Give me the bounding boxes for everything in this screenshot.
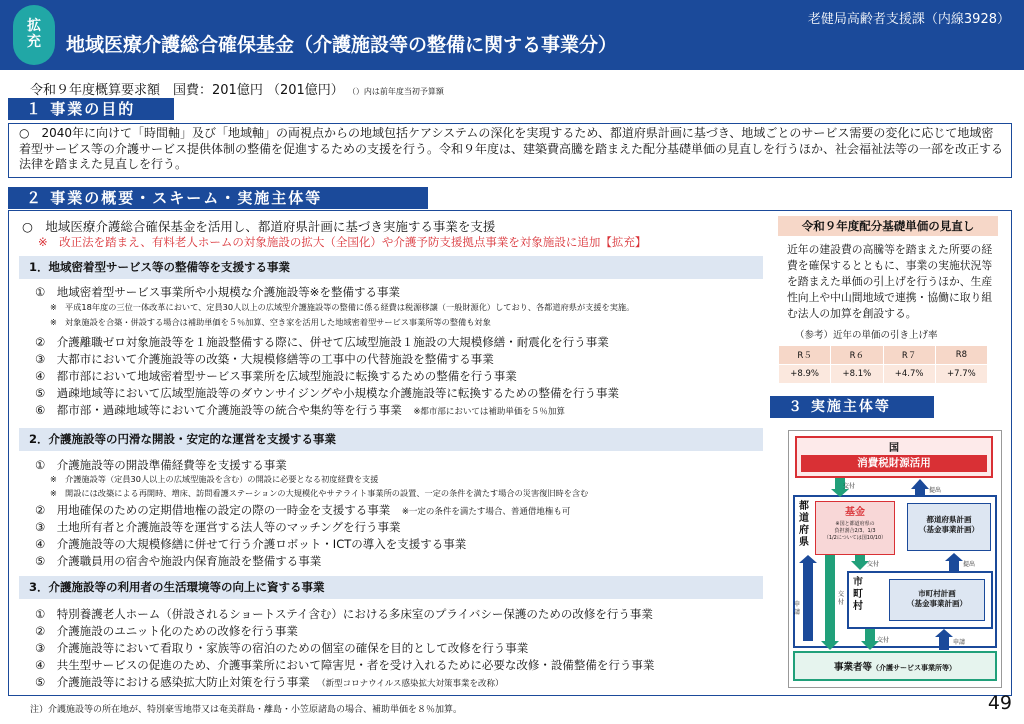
table-head: R６ — [831, 346, 883, 365]
g1-item-3: ③ 大都市において介護施設等の改築・大規模修繕等の工事中の代替施設を整備する事業 — [35, 352, 494, 366]
section-2-title: ２ 事業の概要・スキーム・実施主体等 — [8, 187, 428, 209]
group-3-title: 3．介護施設等の利用者の生活環境等の向上に資する事業 — [19, 576, 763, 599]
g1-note-2: ※ 対象施設を合築・併設する場合は補助単価を５％加算、空き家を活用した地域密着型サービス事業所等の整備も対象 — [50, 317, 491, 327]
table-head: R５ — [779, 346, 831, 365]
section-1-title: １ 事業の目的 — [8, 98, 174, 120]
table-cell: +8.1% — [831, 365, 883, 384]
group-2-title: 2．介護施設等の円滑な開設・安定的な運営を支援する事業 — [19, 428, 763, 451]
expansion-badge: 拡 充 — [13, 5, 55, 65]
muni-plan-label: 市町村計画 （基金事業計画） — [907, 589, 967, 608]
jigyo-label: 事業者等（介護サービス事業所等） — [833, 662, 956, 673]
table-head: R8 — [935, 346, 987, 365]
table-cell: +7.7% — [935, 365, 987, 384]
kofu-label-2: 交付 — [837, 591, 844, 606]
prefecture-label: 都道府県 — [799, 501, 809, 548]
kofu-label-3: 交付 — [867, 561, 880, 568]
tax-label: 消費税財源活用 — [801, 455, 987, 472]
page-title: 地域医療介護総合確保基金（介護施設等の整備に関する事業分） — [66, 34, 618, 56]
shinsei-label-1: 申請 — [793, 601, 800, 616]
shinsei-label-2: 申請 — [953, 639, 966, 646]
g2-item-4: ④ 介護施設等の大規模修繕に併せて行う介護ロボット・ICTの導入を支援する事業 — [35, 537, 467, 551]
unit-price-ref: （参考）近年の単価の引き上げ率 — [795, 330, 938, 341]
section-3-title: ３ 実施主体等 — [770, 396, 934, 418]
table-cell: +4.7% — [883, 365, 935, 384]
unit-price-title: 令和９年度配分基礎単価の見直し — [778, 216, 998, 236]
group-1-title: 1．地域密着型サービス等の整備等を支援する事業 — [19, 256, 763, 279]
g3-item-4: ④ 共生型サービスの促進のため、介護事業所において障害児・者を受け入れるために必要な改修・設備整備を行う事業 — [35, 658, 655, 672]
g2-item-1: ① 介護施設等の開設準備経費等を支援する事業 — [35, 458, 287, 472]
kofu-label-4: 交付 — [877, 637, 890, 644]
g3-item-2: ② 介護施設のユニット化のための改修を行う事業 — [35, 624, 298, 638]
teishutsu-label-1: 提出 — [929, 487, 942, 494]
teishutsu-label-2: 提出 — [963, 561, 976, 568]
footnote: 注）介護施設等の所在地が、特別豪雪地帯又は奄美群島・離島・小笠原諸島の場合、補助単価を８％加算。 — [30, 705, 463, 715]
department-label: 老健局高齢者支援課（内線3928） — [807, 12, 1010, 27]
table-cell: +8.9% — [779, 365, 831, 384]
g2-item-2: ② 用地確保のための定期借地権の設定の際の一時金を支援する事業 ※一定の条件を満たす場合、普通借地権も可 — [35, 503, 571, 517]
scheme-diagram — [788, 430, 1002, 688]
g3-item-5: ⑤ 介護施設等における感染拡大防止対策を行う事業 （新型コロナウイルス感染拡大対策事業を改称） — [35, 675, 504, 689]
g3-item-3: ③ 介護施設等において看取り・家族等の宿泊のための個室の確保を目的として改修を行う事業 — [35, 641, 529, 655]
municipality-label: 市町村 — [853, 577, 863, 612]
pref-plan-label: 都道府県計画 （基金事業計画） — [919, 515, 979, 534]
overview-lead-note: ※ 改正法を踏まえ、有料老人ホームの対象施設の拡大（全国化）や介護予防支援拠点事業を対象施設に追加【拡充】 — [38, 235, 647, 249]
purpose-box: ○ 2040年に向けて「時間軸」及び「地域軸」の両視点からの地域包括ケアシステムの深化を実現するため、都道府県計画に基づき、地域ごとのサービス需要の変化に応じて地域密着型サービス等の介護サービス提供体制の整備を促進するための支援を行う。令和９年度は、建築費高騰を踏まえた配分基礎単価の見直しを行うほか、社会福祉法等の一部を改正する法律を踏まえた見直しを行う。 — [8, 123, 1012, 178]
kuni-label: 国 — [889, 443, 899, 454]
g1-item-1: ① 地域密着型サービス事業所や小規模な介護施設等※を整備する事業 — [35, 285, 400, 299]
kofu-label-1: 交付 — [843, 483, 856, 490]
g1-item-4: ④ 都市部において地域密着型サービス事業所を広域型施設に転換するための整備を行う事業 — [35, 369, 517, 383]
unit-price-text: 近年の建設費の高騰等を踏まえた所要の経費を確保するとともに、事業の実施状況等を踏まえた単価の引上げを行うほか、生産性向上や中山間地域で連携・協働に取り組む法人の加算を創設する。 — [787, 243, 993, 320]
g1-item-2: ② 介護離職ゼロ対象施設等を１施設整備する際に、併せて広域型施設１施設の大規模修繕・耐震化を行う事業 — [35, 335, 609, 349]
g3-item-1: ① 特別養護老人ホーム（併設されるショートステイ含む）における多床室のプライバシー保護のための改修を行う事業 — [35, 607, 653, 621]
unit-price-table — [778, 345, 988, 384]
g1-note-1: ※ 平成18年度の三位一体改革において、定員30人以上の広域型介護施設等の整備に係る経費は税源移譲（一般財源化）しており、各都道府県が支援を実施。 — [50, 302, 635, 312]
table-head: R７ — [883, 346, 935, 365]
g1-item-6: ⑥ 都市部・過疎地域等において介護施設等の統合や集約等を行う事業 ※都市部においては補助単価を５％加算 — [35, 403, 565, 417]
g2-item-5: ⑤ 介護職員用の宿舎や施設内保育施設を整備する事業 — [35, 554, 322, 568]
g1-item-5: ⑤ 過疎地域等において広域型施設等のダウンサイジングや小規模な介護施設等に転換するための整備を行う事業 — [35, 386, 619, 400]
kikin-note: ※国と都道府県の 負担割合2/3、1/3 （1/2については国10/10） — [823, 521, 887, 541]
kikin-label: 基金 — [845, 507, 865, 518]
g2-note-1: ※ 介護施設等（定員30人以上の広域型施設を含む）の開設に必要となる初度経費を支援 — [50, 474, 379, 484]
g2-note-2: ※ 開設には改築による再開時、増床、訪問看護ステーションの大規模化やサテライト事業所の設置、一定の条件を満たす場合の災害復旧時を含む — [50, 488, 589, 498]
budget-line: 令和９年度概算要求額 国費：201億円 （201億円） （）内は前年度当初予算額 — [30, 83, 444, 98]
header-banner — [0, 0, 1024, 70]
g2-item-3: ③ 土地所有者と介護施設等を運営する法人等のマッチングを行う事業 — [35, 520, 401, 534]
page-number: 49 — [987, 692, 1012, 714]
overview-lead: ○ 地域医療介護総合確保基金を活用し、都道府県計画に基づき実施する事業を支援 — [22, 219, 496, 234]
